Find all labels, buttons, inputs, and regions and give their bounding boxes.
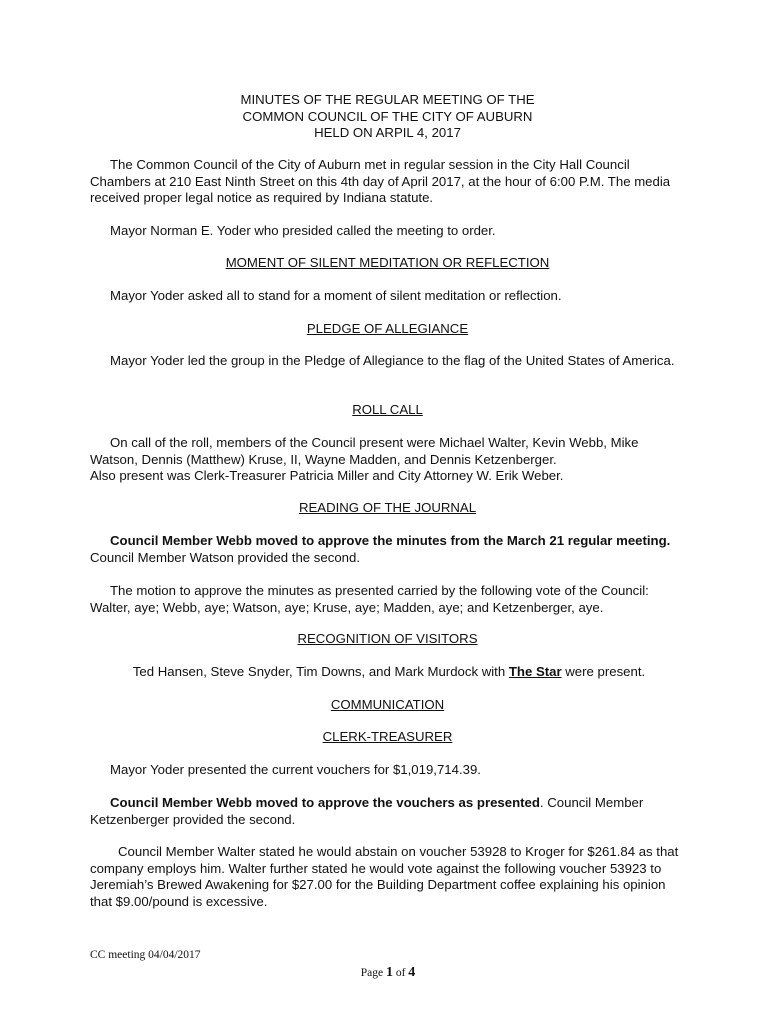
visitors-present: were present. bbox=[561, 664, 646, 679]
title-line-2: COMMON COUNCIL OF THE CITY OF AUBURN bbox=[242, 108, 533, 124]
silent-meditation-paragraph: Mayor Yoder asked all to stand for a moment of silent meditation or reflection. bbox=[110, 288, 562, 303]
page-prefix: Page bbox=[360, 967, 386, 979]
roll-call-also-present: Also present was Clerk-Treasurer Patricia Miller and City Attorney W. Erik Weber. bbox=[90, 468, 564, 483]
page-current: 1 bbox=[385, 965, 393, 980]
vouchers-motion-bold: Council Member Webb moved to approve the vouchers as presented bbox=[110, 795, 540, 810]
visitors-paragraph bbox=[90, 664, 688, 681]
roll-call-heading: ROLL CALL bbox=[352, 402, 423, 417]
call-to-order-paragraph: Mayor Norman E. Yoder who presided called the meeting to order. bbox=[110, 223, 496, 238]
title-line-3: HELD ON ARPIL 4, 2017 bbox=[314, 125, 461, 140]
clerk-treasurer-heading: CLERK-TREASURER bbox=[322, 729, 453, 744]
newspaper-name: The Star bbox=[508, 664, 562, 679]
page-of: of bbox=[392, 967, 409, 979]
visitors-names: Ted Hansen, Steve Snyder, Tim Downs, and Mark Murdock with bbox=[132, 664, 509, 679]
roll-call-paragraph: On call of the roll, members of the Council present were Michael Walter, Kevin Webb, Mike Watson, Dennis (Matthew) Kruse, II, Wayne Madden, and Dennis Ketzenberger. bbox=[90, 435, 639, 467]
page-total: 4 bbox=[408, 965, 416, 980]
vouchers-motion-second: . Council Member Ketzenberger provided the second. bbox=[90, 795, 644, 827]
silent-meditation-heading: MOMENT OF SILENT MEDITATION OR REFLECTION bbox=[225, 255, 550, 270]
pledge-heading: PLEDGE OF ALLEGIANCE bbox=[306, 321, 469, 336]
journal-heading: READING OF THE JOURNAL bbox=[298, 500, 477, 515]
visitors-heading: RECOGNITION OF VISITORS bbox=[297, 631, 478, 646]
journal-vote-paragraph: The motion to approve the minutes as presented carried by the following vote of the Council: Walter, aye; Webb, aye; Watson, aye; Kruse, aye; Madden, aye; and Ketzenberger, aye. bbox=[90, 583, 649, 615]
vouchers-motion-paragraph bbox=[90, 795, 688, 828]
title-line-1: MINUTES OF THE REGULAR MEETING OF THE bbox=[240, 92, 535, 107]
vouchers-paragraph: Mayor Yoder presented the current vouchers for $1,019,714.39. bbox=[110, 762, 481, 777]
journal-motion-paragraph bbox=[90, 533, 688, 566]
pledge-paragraph: Mayor Yoder led the group in the Pledge of Allegiance to the flag of the United States of America. bbox=[110, 353, 675, 368]
footer-meeting-label: CC meeting 04/04/2017 bbox=[90, 949, 201, 961]
journal-motion-bold: Council Member Webb moved to approve the minutes from the March 21 regular meeting. bbox=[110, 533, 671, 548]
page-number bbox=[0, 965, 770, 981]
intro-paragraph: The Common Council of the City of Auburn met in regular session in the City Hall Council Chambers at 210 East Ninth Street on this 4th day of April 2017, at the hour of 6:00 P.M. The media received proper legal notice as required by Indiana statute. bbox=[90, 157, 671, 205]
journal-motion-second: Council Member Watson provided the second. bbox=[90, 549, 360, 565]
walter-statement-paragraph: Council Member Walter stated he would abstain on voucher 53928 to Kroger for $261.84 as that company employs him. Walter further stated he would vote against the following voucher 53923 to Jeremiah’s Brewed Awakening for $27.00 for the Building Department coffee explaining his opinion that $9.00/pound is excessive. bbox=[90, 844, 679, 909]
document-title bbox=[90, 92, 685, 142]
communication-heading: COMMUNICATION bbox=[330, 697, 445, 712]
